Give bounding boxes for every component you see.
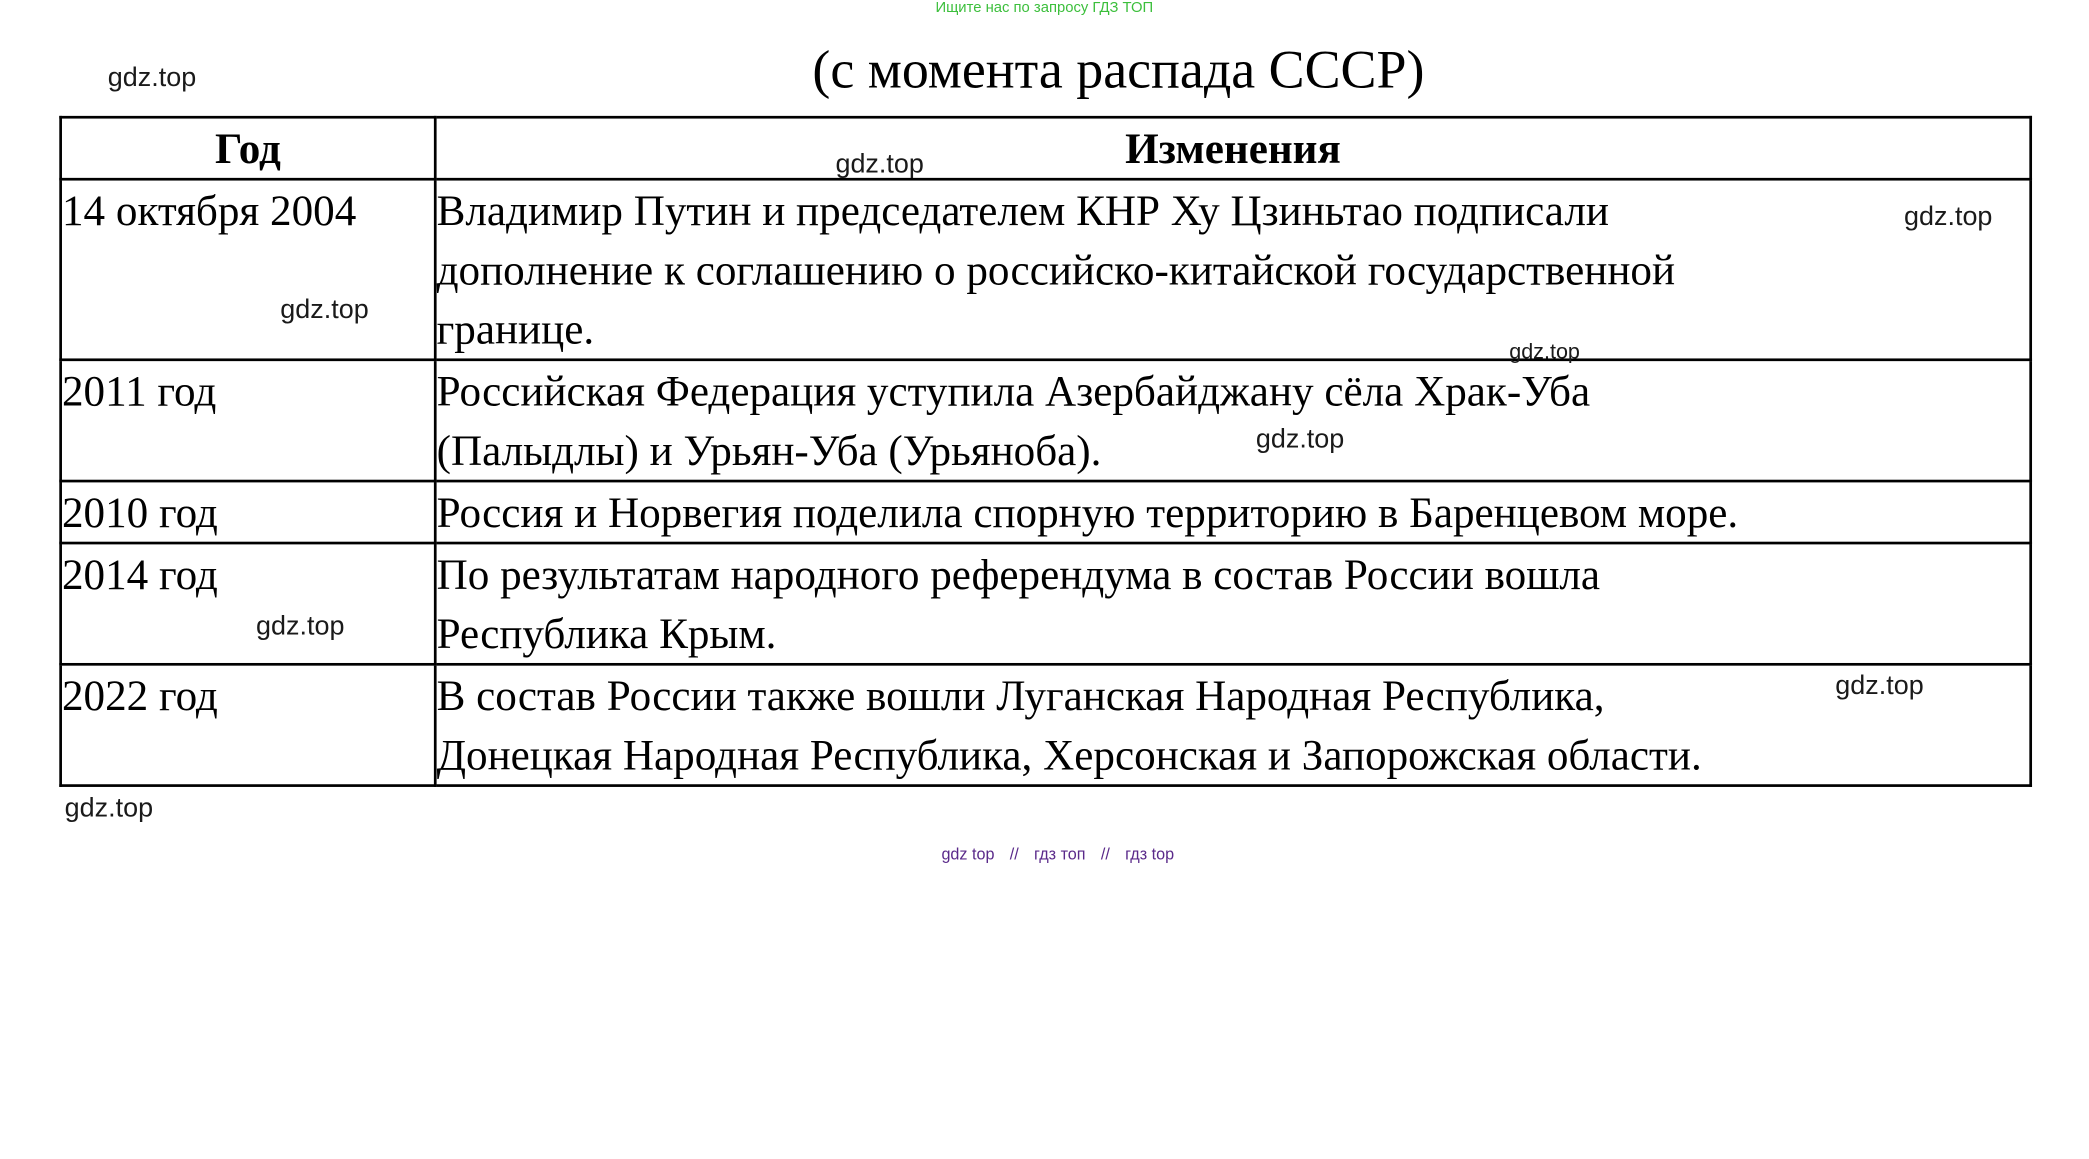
footer-links [0,845,2089,864]
change-line: (Палыдлы) и Урьян-Уба (Урьяноба). [436,425,1102,475]
watermark: gdz.top [1835,671,1924,701]
watermark: gdz.top [1509,340,1580,364]
search-banner[interactable]: Ищите нас по запросу ГДЗ ТОП [935,0,1154,17]
watermark: gdz.top [1904,202,1993,232]
year-cell: 2010 год [61,481,436,543]
year-cell: 2022 год [61,664,436,785]
table-row [61,664,2031,785]
change-line: Донецкая Народная Республика, Херсонская и Запорожская области. [436,730,1702,779]
change-line: В состав России также вошли Луганская Народная Республика, [436,671,1605,720]
watermark: gdz.top [1255,424,1345,455]
page-title: (с момента распада СССР) [812,39,1425,100]
change-line: Республика Крым. [436,609,777,658]
year-cell: 2011 год [61,360,436,481]
watermark: gdz.top [280,295,369,325]
footer-separator: // [1100,844,1110,864]
watermark: gdz.top [64,793,154,824]
year-cell: 14 октября 2004 [61,179,436,360]
year-cell: 2014 год [61,543,436,664]
footer-link[interactable]: гдз топ [1034,844,1086,864]
table-header-row [61,117,2031,179]
table-row [61,360,2031,481]
change-cell [435,179,2030,360]
header-year: Год [61,117,436,179]
changes-table [59,116,2032,787]
watermark: gdz.top [256,611,345,642]
change-cell [435,543,2030,664]
footer-separator: // [1009,844,1019,864]
table-row [61,481,2031,543]
change-line: границе. [436,304,595,354]
header-changes: Изменения [435,117,2030,179]
watermark: gdz.top [835,149,924,180]
change-cell [435,360,2030,481]
table-row [61,543,2031,664]
change-line: дополнение к соглашению о российско-китайской государственной [436,245,1676,294]
watermark: gdz.top [107,63,197,93]
footer-link[interactable]: гдз top [1125,844,1175,864]
footer-link[interactable]: gdz top [941,844,995,864]
change-cell [435,664,2030,785]
change-cell [435,481,2030,543]
change-line: По результатам народного референдума в состав России вошла [436,549,1601,599]
change-line: Владимир Путин и председателем КНР Ху Цзиньтао подписали [436,185,1609,235]
change-line: Российская Федерация уступила Азербайджану сёла Храк-Уба [436,366,1591,416]
change-line: Россия и Норвегия поделила спорную территорию в Баренцевом море. [436,487,1739,537]
table-row [61,179,2031,360]
